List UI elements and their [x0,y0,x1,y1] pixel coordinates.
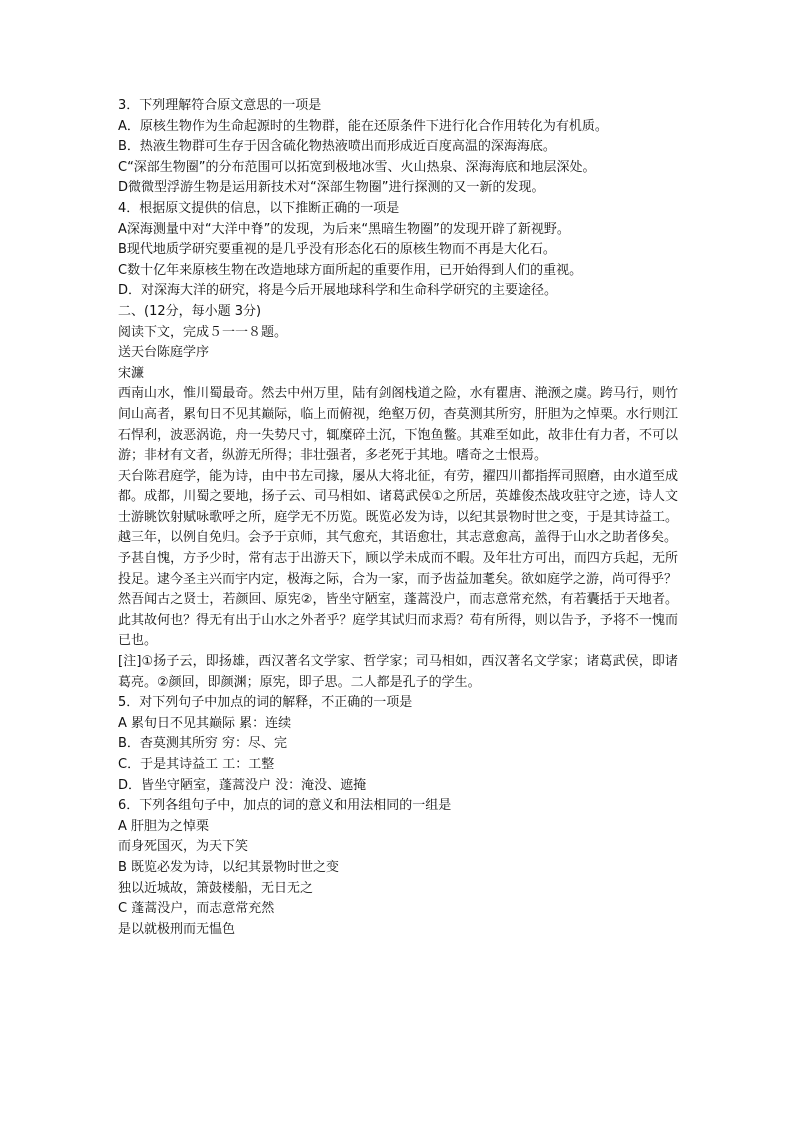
question-6-line-2: 而身死国灭，为天下笑 [118,839,249,855]
question-3-option-b: B．热液生物群可生存于因含硫化物热液喷出而形成近百度高温的深海海底。 [118,139,556,155]
question-4-option-d: D．对深海大洋的研究，将是今后开展地球科学和生命科学研究的主要途径。 [118,283,558,299]
question-6-line-6: 是以就极刑而无愠色 [118,921,236,937]
question-5-option-a: A 累旬日不见其巅际 累：连续 [118,715,292,731]
essay-paragraph-3: 予甚自愧，方予少时，常有志于出游天下，顾以学未成而不暇。及年壮方可出，而四方兵起，无所投足。逮今圣主兴而宇内定，极海之际，合为一家，而予齿益加耄矣。欲如庭学之游，尚可得乎？ [118,551,678,587]
question-5-option-b: B．杳莫测其所穷 穷：尽、完 [118,736,288,752]
section-2-instruction: 阅读下文，完成５一一８题。 [118,324,288,340]
exam-page [118,96,678,940]
question-6-line-3: B 既览必发为诗，以纪其景物时世之变 [118,859,340,875]
question-3-option-a: A．原核生物作为生命起源时的生物群，能在还原条件下进行化合作用转化为有机质。 [118,118,608,134]
question-4-option-a: A深海测量中对“大洋中脊”的发现，为后来“黑暗生物圈”的发现开辟了新视野。 [118,221,570,237]
essay-title: 送天台陈庭学序 [118,345,210,361]
essay-footnote: [注]①扬子云，即扬雄，西汉著名文学家、哲学家；司马相如，西汉著名文学家；诸葛武侯，即诸葛亮。②颜回，即颜渊；原宪，即子思。二人都是孔子的学生。 [118,654,678,690]
essay-author: 宋濂 [118,365,145,381]
essay-paragraph-2: 天台陈君庭学，能为诗，由中书左司掾，屡从大将北征，有劳，擢四川都指挥司照磨，由水道至成都。成都，川蜀之要地，扬子云、司马相如、诸葛武侯①之所居，英雄俊杰战攻驻守之迹，诗人文士游眺饮射赋咏歌呼之所，庭学无不历览。既览必发为诗，以纪其景物时世之变，于是其诗益工。越三年，以例自免归。会予于京师，其气愈充，其语愈壮，其志意愈高，盖得于山水之助者侈矣。 [118,468,678,546]
question-3-option-d: D微微型浮游生物是运用新技术对“深部生物圈”进行探测的又一新的发现。 [118,180,545,196]
question-4-option-b: B现代地质学研究要重视的是几乎没有形态化石的原核生物而不再是大化石。 [118,242,556,258]
essay-paragraph-4: 然吾闻古之贤士，若颜回、原宪②，皆坐守陋室，蓬蒿没户，而志意常充然，有若囊括于天地者。此其故何也？得无有出于山水之外者乎？庭学其试归而求焉？苟有所得，则以告予，予将不一愧而已也。 [118,592,678,649]
question-6-line-1: A 肝胆为之悼栗 [118,818,210,834]
question-4-stem: 4．根据原文提供的信息，以下推断正确的一项是 [118,200,400,216]
question-5-option-c: C．于是其诗益工 工：工整 [118,757,275,772]
question-3-stem: 3．下列理解符合原文意思的一项是 [118,98,322,113]
question-6-line-5: C 蓬蒿没户，而志意常充然 [118,901,275,917]
question-6-stem: 6．下列各组句子中，加点的词的意义和用法相同的一组是 [118,798,452,814]
section-2-heading: 二、(12分，每小题 3分) [118,303,262,319]
question-3-option-c: C“深部生物圈”的分布范围可以拓宽到极地冰雪、火山热泉、深海海底和地层深处。 [118,159,596,175]
question-5-option-d: D．皆坐守陋室，蓬蒿没户 没：淹没、遮掩 [118,777,367,793]
question-5-stem: 5．对下列句子中加点的词的解释，不正确的一项是 [118,695,413,711]
question-6-line-4: 独以近城故，箫鼓楼船，无日无之 [118,880,314,896]
essay-paragraph-1: 西南山水，惟川蜀最奇。然去中州万里，陆有剑阁栈道之险，水有瞿唐、滟滪之虞。跨马行，则竹间山高者，累旬日不见其巅际，临上而俯视，绝壑万仞，杳莫测其所穷，肝胆为之悼栗。水行则江石悍利，波恶涡诡，舟一失势尺寸，辄糜碎土沉，下饱鱼鳖。其难至如此，故非仕有力者，不可以游；非材有文者，纵游无所得；非壮强者，多老死于其地。嗜奇之士恨焉。 [118,386,678,464]
question-4-option-c: C数十亿年来原核生物在改造地球方面所起的重要作用，已开始得到人们的重视。 [118,262,583,278]
